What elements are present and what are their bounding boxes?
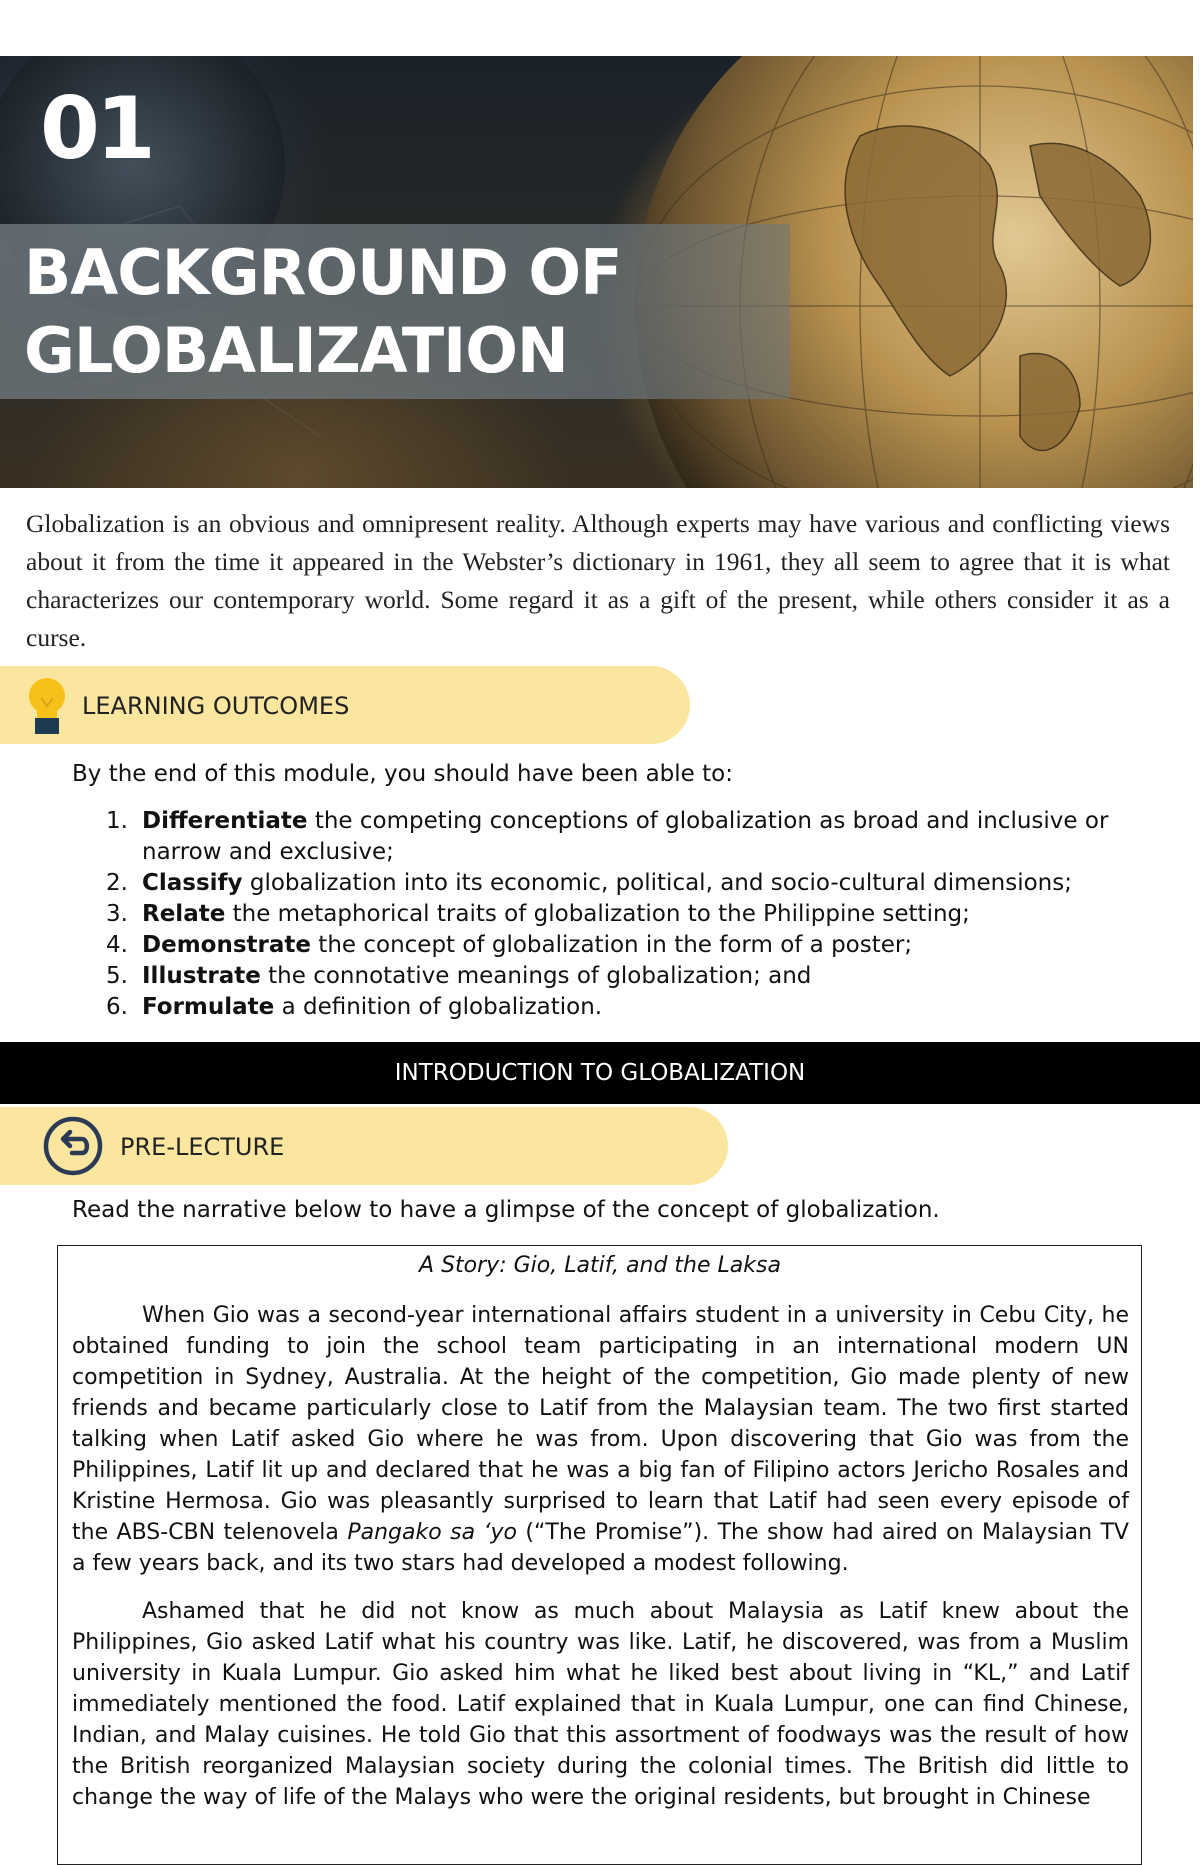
outcome-item xyxy=(100,992,1140,1023)
outcome-number: 6. xyxy=(106,994,128,1020)
outcome-verb: Relate xyxy=(142,901,226,927)
outcome-number: 5. xyxy=(106,963,128,989)
section-header: INTRODUCTION TO GLOBALIZATION xyxy=(0,1042,1200,1104)
outcomes-lead: By the end of this module, you should have been able to: xyxy=(72,761,733,787)
hero-banner xyxy=(0,56,1193,488)
outcome-verb: Illustrate xyxy=(142,963,261,989)
outcome-number: 1. xyxy=(106,808,128,834)
outcome-verb: Classify xyxy=(142,870,243,896)
pre-lecture-lead: Read the narrative below to have a glimpse of the concept of globalization. xyxy=(72,1197,940,1223)
lightbulb-icon xyxy=(24,676,70,736)
outcome-text: a definition of globalization. xyxy=(274,994,603,1020)
outcome-text: the metaphorical traits of globalization to the Philippine setting; xyxy=(225,901,970,927)
module-title xyxy=(24,234,621,390)
undo-arrow-icon xyxy=(42,1115,104,1177)
outcome-number: 4. xyxy=(106,932,128,958)
intro-paragraph: Globalization is an obvious and omnipresent reality. Although experts may have various and conflicting views about it from the time it appeared in the Webster’s dictionary in 1961, they all seem to agree that it is what characterizes our contemporary world. Some regard it as a gift of the present, while others consider it as a curse. xyxy=(26,509,1170,652)
learning-outcomes-heading: LEARNING OUTCOMES xyxy=(82,692,350,720)
story-p1-text-b: (“The Promise”). The show had aired on Malaysian TV a few years back, and its two stars had developed a modest following. xyxy=(72,1520,1129,1576)
story-p1-show-title: Pangako sa ‘yo xyxy=(347,1520,517,1545)
outcome-text: the concept of globalization in the form of a poster; xyxy=(310,932,913,958)
outcome-item xyxy=(100,930,1140,961)
module-title-line-2: GLOBALIZATION xyxy=(24,314,568,387)
story-paragraph-2: Ashamed that he did not know as much about Malaysia as Latif knew about the Philippines, Gio asked Latif what his country was like. Latif, he discovered, was from a Muslim university in Kuala Lumpur. Gio asked him what he liked best about living in “KL,” and Latif immediately mentioned the food. Latif explained that in Kuala Lumpur, one can find Chinese, Indian, and Malay cuisines. He told Gio that this assortment of foodways was the result of how the British reorganized Malaysian society during the colonial times. The British did little to change the way of life of the Malays who were the original residents, but brought in Chinese xyxy=(72,1599,1129,1810)
outcome-number: 2. xyxy=(106,870,128,896)
module-number: 01 xyxy=(40,79,152,179)
outcome-text: globalization into its economic, political, and socio-cultural dimensions; xyxy=(242,870,1072,896)
outcome-number: 3. xyxy=(106,901,128,927)
story-title: A Story: Gio, Latif, and the Laksa xyxy=(419,1253,781,1278)
outcome-item xyxy=(100,961,1140,992)
learning-outcomes-header xyxy=(0,666,690,744)
outcome-verb: Formulate xyxy=(142,994,275,1020)
outcome-verb: Demonstrate xyxy=(142,932,311,958)
outcome-text: the connotative meanings of globalization; and xyxy=(260,963,812,989)
outcomes-list xyxy=(100,806,1140,1023)
outcome-item xyxy=(100,899,1140,930)
story-paragraph-1 xyxy=(72,1300,1129,1579)
outcome-item xyxy=(100,868,1140,899)
story-p1-text-a: When Gio was a second-year international affairs student in a university in Cebu City, he obtained funding to join the school team participating in an international modern UN competition in Sydney, Australia. At the height of the competition, Gio made plenty of new friends and became particularly close to Latif from the Malaysian team. The two first started talking when Latif asked Gio where he was from. Upon discovering that Gio was from the Philippines, Latif lit up and declared that he was a big fan of Filipino actors Jericho Rosales and Kristine Hermosa. Gio was pleasantly surprised to learn that Latif had seen every episode of the ABS-CBN telenovela xyxy=(72,1303,1129,1545)
outcome-text: the competing conceptions of globalization as broad and inclusive or narrow and exclusive; xyxy=(142,808,1109,865)
module-title-line-1: BACKGROUND OF xyxy=(24,236,622,309)
pre-lecture-heading: PRE-LECTURE xyxy=(120,1133,285,1161)
outcome-item xyxy=(100,806,1140,868)
outcome-verb: Differentiate xyxy=(142,808,308,834)
pre-lecture-header xyxy=(0,1107,728,1185)
